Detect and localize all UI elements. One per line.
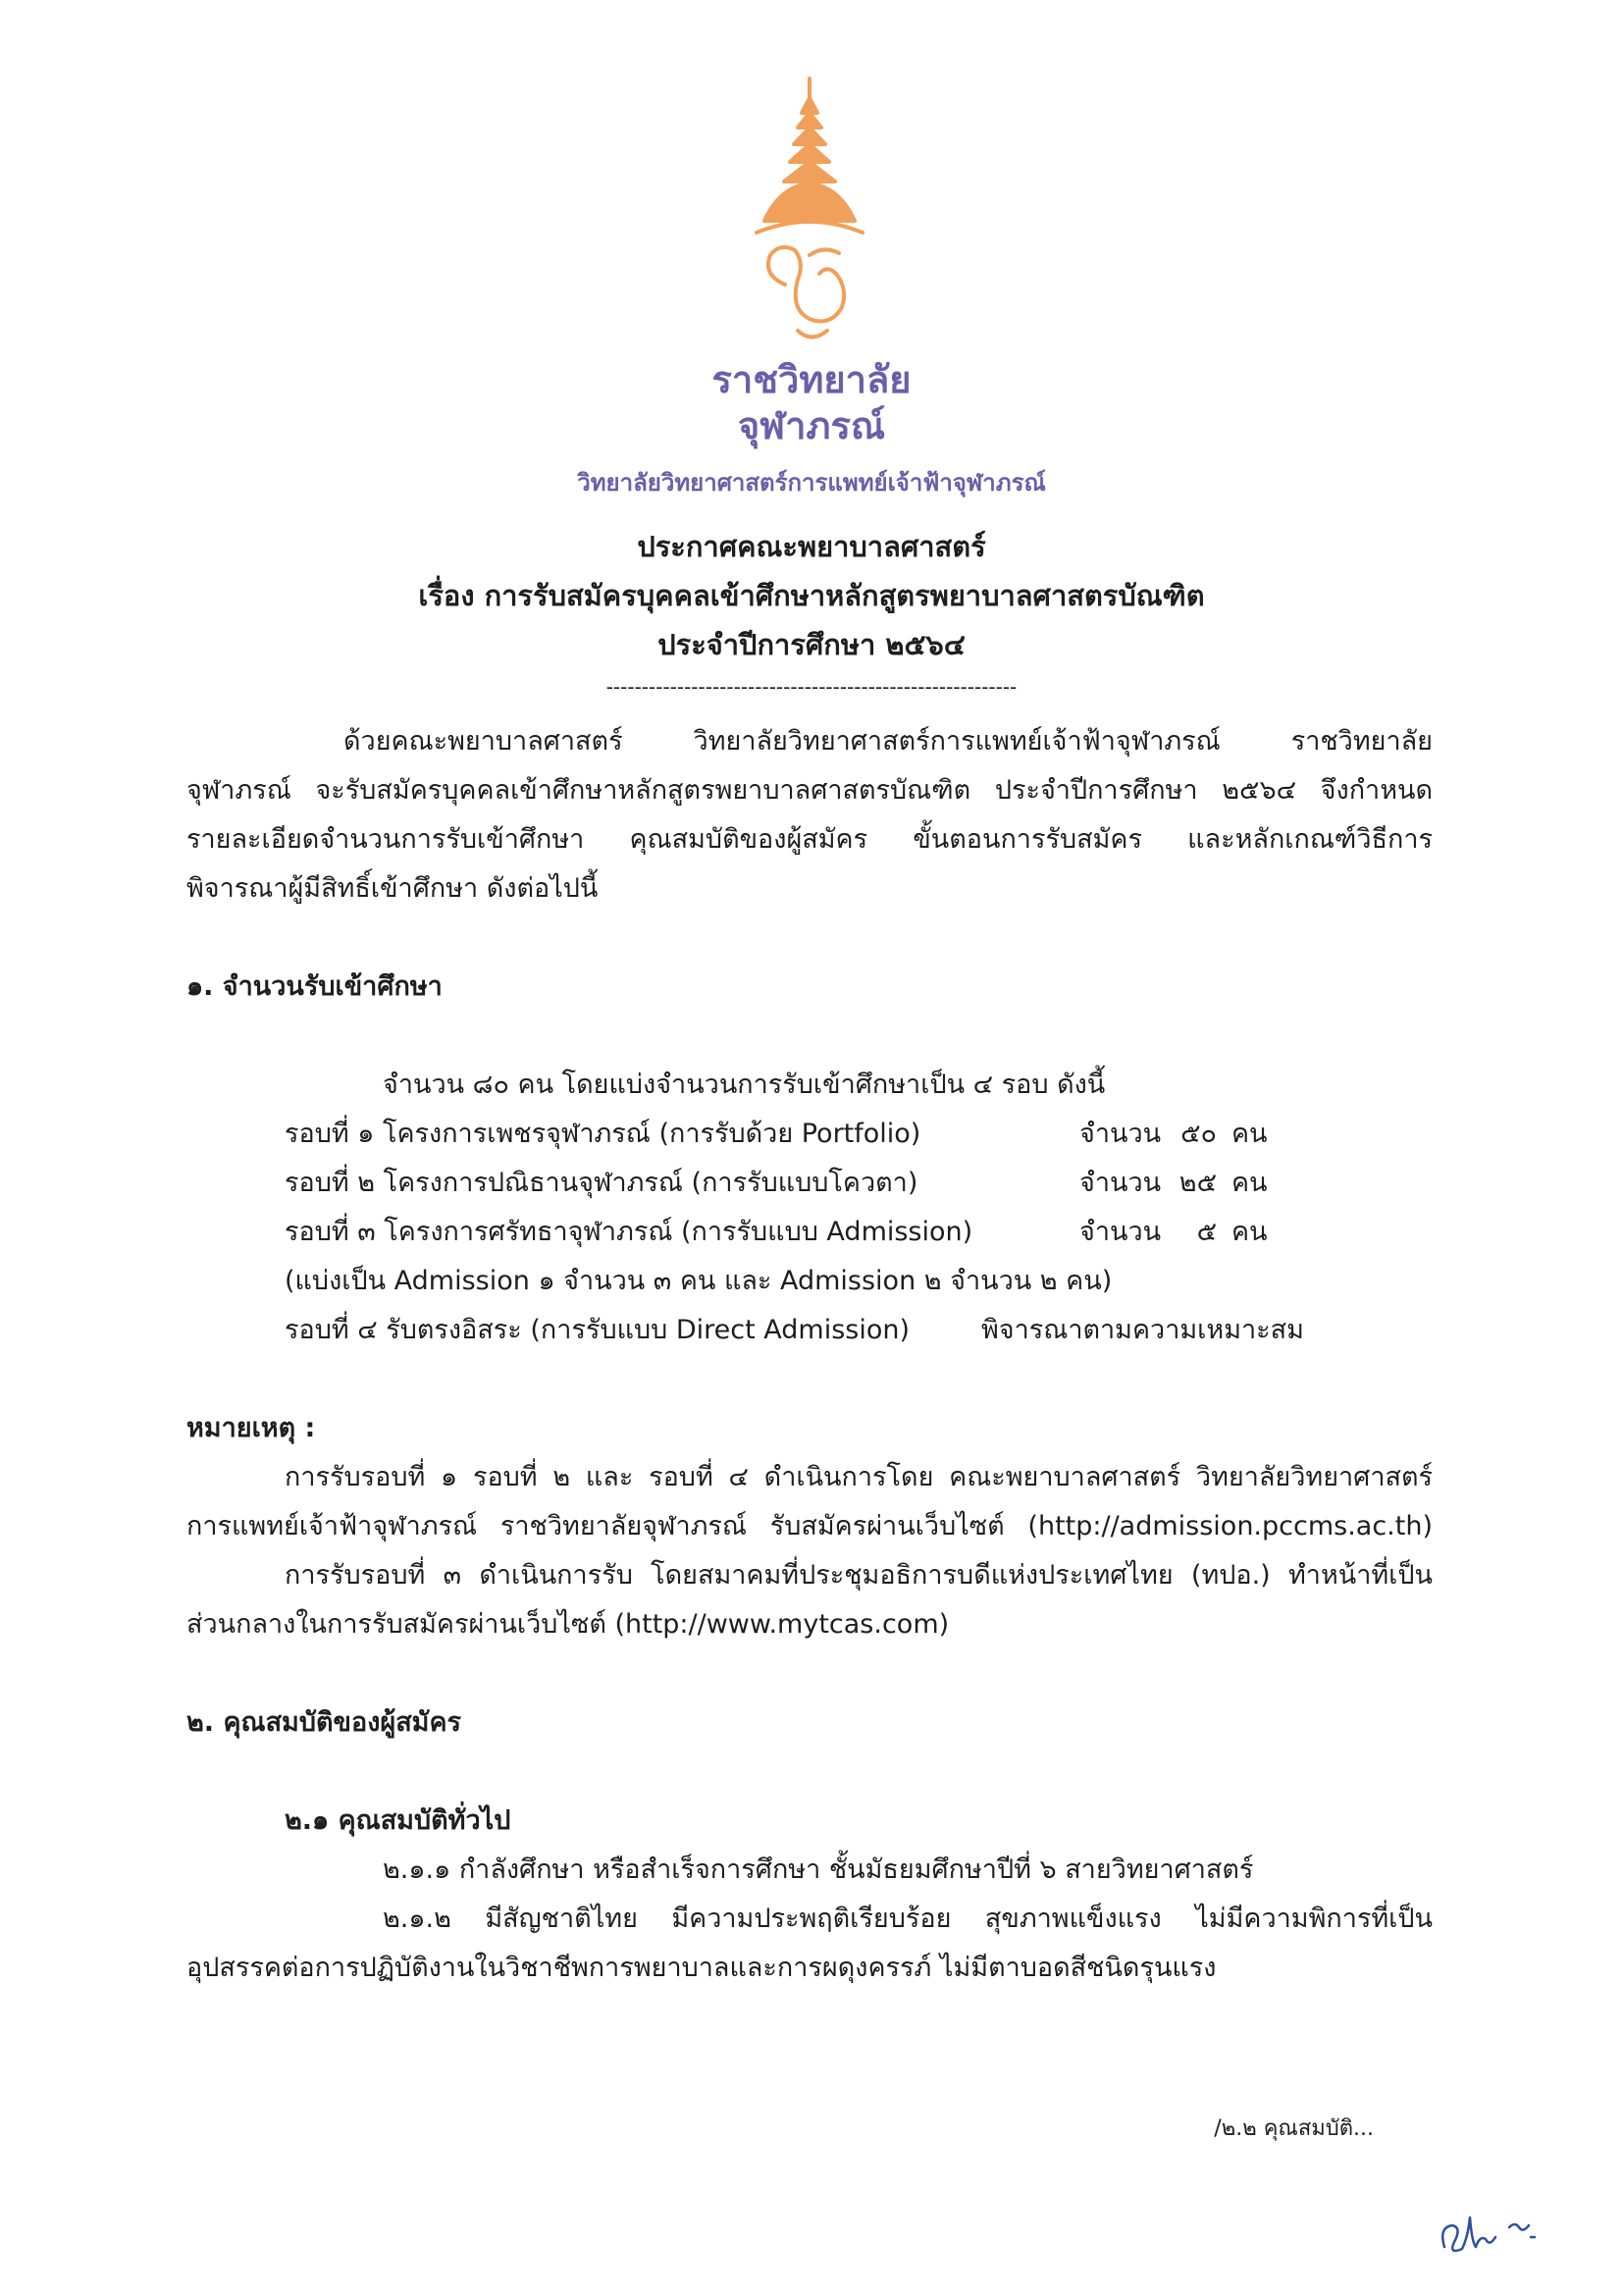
logo-subtitle: วิทยาลัยวิทยาศาสตร์การแพทย์เจ้าฟ้าจุฬาภรณ์ xyxy=(577,469,1046,496)
intro-line2: จุฬาภรณ์ จะรับสมัครบุคคลเข้าศึกษาหลักสูตรพยาบาลศาสตรบัณฑิต ประจำปีการศึกษา ๒๕๖๔ จึงกำหนด xyxy=(186,775,1433,806)
remarks-p2-line2: ส่วนกลางในการรับสมัครผ่านเว็บไซต์ (http://www.mytcas.com) xyxy=(186,1609,950,1640)
college-emblem-icon xyxy=(751,74,868,348)
section2-item2-line1: ๒.๑.๒ มีสัญชาติไทย มีความประพฤติเรียบร้อย สุขภาพแข็งแรง ไม่มีความพิการที่เป็น xyxy=(383,1904,1433,1934)
remarks-p1-line2: การแพทย์เจ้าฟ้าจุฬาภรณ์ ราชวิทยาลัยจุฬาภรณ์ รับสมัครผ่านเว็บไซต์ (http://admission.pccms.ac.th) xyxy=(186,1511,1433,1541)
round-count-text: พิจารณาตามความเหมาะสม xyxy=(981,1315,1304,1345)
round-count: ๕๐ xyxy=(1180,1119,1217,1149)
remarks-p1-line1: การรับรอบที่ ๑ รอบที่ ๒ และ รอบที่ ๔ ดำเนินการโดย คณะพยาบาลศาสตร์ วิทยาลัยวิทยาศาสตร์ xyxy=(285,1462,1433,1492)
signature-icon xyxy=(1433,2198,1550,2267)
section2-item2-line2: อุปสรรคต่อการปฏิบัติงานในวิชาชีพการพยาบาลและการผดุงครรภ์ ไม่มีตาบอดสีชนิดรุนแรง xyxy=(186,1953,1217,1983)
announcement-title-line3: ประจำปีการศึกษา ๒๕๖๔ xyxy=(657,628,966,661)
section2-title: ๒. คุณสมบัติของผู้สมัคร xyxy=(186,1707,462,1738)
remarks-title: หมายเหตุ : xyxy=(186,1413,316,1443)
announcement-title-line2: เรื่อง การรับสมัครบุคคลเข้าศึกษาหลักสูตรพยาบาลศาสตรบัณฑิต xyxy=(418,579,1205,612)
continued-marker: /๒.๒ คุณสมบัติ... xyxy=(1214,2116,1374,2141)
section1-summary: จำนวน ๘๐ คน โดยแบ่งจำนวนการรับเข้าศึกษาเป็น ๔ รอบ ดังนี้ xyxy=(383,1070,1106,1100)
round-label: รอบที่ ๒ โครงการปณิธานจุฬาภรณ์ (การรับแบบโควตา) xyxy=(285,1168,918,1198)
section2-sub-title: ๒.๑ คุณสมบัติทั่วไป xyxy=(285,1805,511,1836)
round-count: ๒๕ xyxy=(1178,1168,1217,1198)
announcement-title-line1: ประกาศคณะพยาบาลศาสตร์ xyxy=(637,530,986,563)
round-label: รอบที่ ๔ รับตรงอิสระ (การรับแบบ Direct Admission) xyxy=(285,1315,911,1345)
round-unit: คน xyxy=(1231,1168,1268,1198)
section2-item1: ๒.๑.๑ กำลังศึกษา หรือสำเร็จการศึกษา ชั้นมัธยมศึกษาปีที่ ๖ สายวิทยาศาสตร์ xyxy=(383,1854,1254,1885)
logo-name-line1: ราชวิทยาลัย xyxy=(711,358,912,401)
round3-note: (แบ่งเป็น Admission ๑ จำนวน ๓ คน และ Admission ๒ จำนวน ๒ คน) xyxy=(285,1266,1113,1296)
section1-title: ๑. จำนวนรับเข้าศึกษา xyxy=(186,971,443,1002)
round-unit: คน xyxy=(1231,1217,1268,1247)
intro-line1: ด้วยคณะพยาบาลศาสตร์ วิทยาลัยวิทยาศาสตร์การแพทย์เจ้าฟ้าจุฬาภรณ์ ราชวิทยาลัย xyxy=(343,726,1433,757)
intro-line4: พิจารณาผู้มีสิทธิ์เข้าศึกษา ดังต่อไปนี้ xyxy=(186,873,599,904)
logo-name-line2: จุฬาภรณ์ xyxy=(737,404,886,447)
header-separator: ---------------------------------------------------------- xyxy=(605,675,1018,699)
remarks-p2-line1: การรับรอบที่ ๓ ดำเนินการรับ โดยสมาคมที่ประชุมอธิการบดีแห่งประเทศไทย (ทปอ.) ทำหน้าที่เป็น xyxy=(285,1560,1433,1591)
round-count: ๕ xyxy=(1196,1217,1217,1247)
round-count-label: จำนวน xyxy=(1079,1217,1162,1247)
intro-line3: รายละเอียดจำนวนการรับเข้าศึกษา คุณสมบัติของผู้สมัคร ขั้นตอนการรับสมัคร และหลักเกณฑ์วิธีการ xyxy=(186,824,1433,855)
round-label: รอบที่ ๓ โครงการศรัทธาจุฬาภรณ์ (การรับแบบ Admission) xyxy=(285,1217,973,1247)
round-count-label: จำนวน xyxy=(1079,1119,1162,1149)
round-unit: คน xyxy=(1231,1119,1268,1149)
round-count-label: จำนวน xyxy=(1079,1168,1162,1198)
round-label: รอบที่ ๑ โครงการเพชรจุฬาภรณ์ (การรับด้วย Portfolio) xyxy=(285,1119,921,1149)
